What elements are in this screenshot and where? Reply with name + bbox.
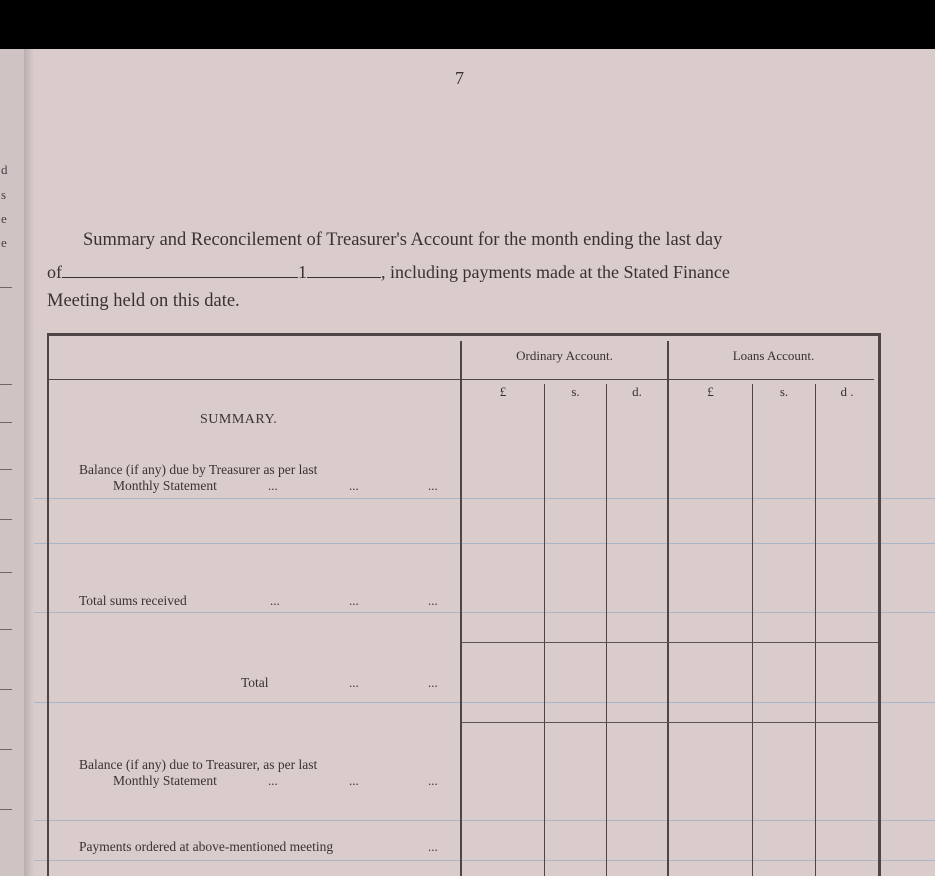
- leader-dots: ...: [428, 593, 438, 608]
- leader-dots: ...: [268, 773, 278, 788]
- margin-char: d: [1, 162, 8, 177]
- adjacent-page-edge: [0, 49, 26, 876]
- leader-dots: ...: [428, 773, 438, 788]
- col-pence-loans: d .: [840, 384, 854, 399]
- book-spine-shadow: [24, 49, 34, 876]
- leader-dots: ...: [428, 839, 438, 854]
- row-total-sums-received: Total sums received: [79, 593, 187, 608]
- row-balance-by-treasurer: Balance (if any) due by Treasurer as per last: [79, 462, 318, 477]
- col-pounds-ordinary: £: [499, 384, 507, 399]
- row-balance-to-treasurer: Balance (if any) due to Treasurer, as per last: [79, 757, 318, 772]
- scan-top-border: [0, 0, 935, 49]
- heading-line-2-rest: , including payments made at the Stated Finance: [381, 262, 730, 282]
- row-balance-to-treasurer-cont: Monthly Statement: [113, 773, 217, 788]
- leader-dots: ...: [349, 773, 359, 788]
- col-shillings-ordinary: s.: [571, 384, 580, 399]
- row-balance-by-treasurer-cont: Monthly Statement: [113, 478, 217, 493]
- col-pounds-loans: £: [707, 384, 714, 399]
- row-payments-ordered: Payments ordered at above-mentioned meeting: [79, 839, 334, 854]
- leader-dots: ...: [428, 675, 438, 690]
- leader-dots: ...: [428, 478, 438, 493]
- leader-dots: ...: [270, 593, 280, 608]
- heading-line-3: Meeting held on this date.: [47, 291, 240, 311]
- col-pence-ordinary: d.: [632, 384, 642, 399]
- group-header-loans: Loans Account.: [732, 348, 815, 363]
- heading-one: 1: [298, 262, 307, 282]
- leader-dots: ...: [349, 675, 359, 690]
- page-number: 7: [455, 68, 464, 88]
- row-total: Total: [241, 675, 269, 690]
- leader-dots: ...: [268, 478, 278, 493]
- group-header-ordinary: Ordinary Account.: [516, 348, 613, 363]
- margin-char: e: [1, 211, 7, 226]
- margin-char: s: [1, 187, 7, 202]
- leader-dots: ...: [349, 593, 359, 608]
- leader-dots: ...: [349, 478, 359, 493]
- col-shillings-loans: s.: [779, 384, 789, 399]
- heading-of: of: [47, 262, 62, 282]
- heading-line-2: [47, 262, 730, 283]
- date-blank: [62, 263, 298, 278]
- heading-line-1: Summary and Reconcilement of Treasurer's Account for the month ending the last day: [83, 230, 723, 250]
- margin-char: e: [1, 235, 7, 250]
- section-title: SUMMARY.: [200, 412, 278, 427]
- year-blank: [307, 263, 381, 278]
